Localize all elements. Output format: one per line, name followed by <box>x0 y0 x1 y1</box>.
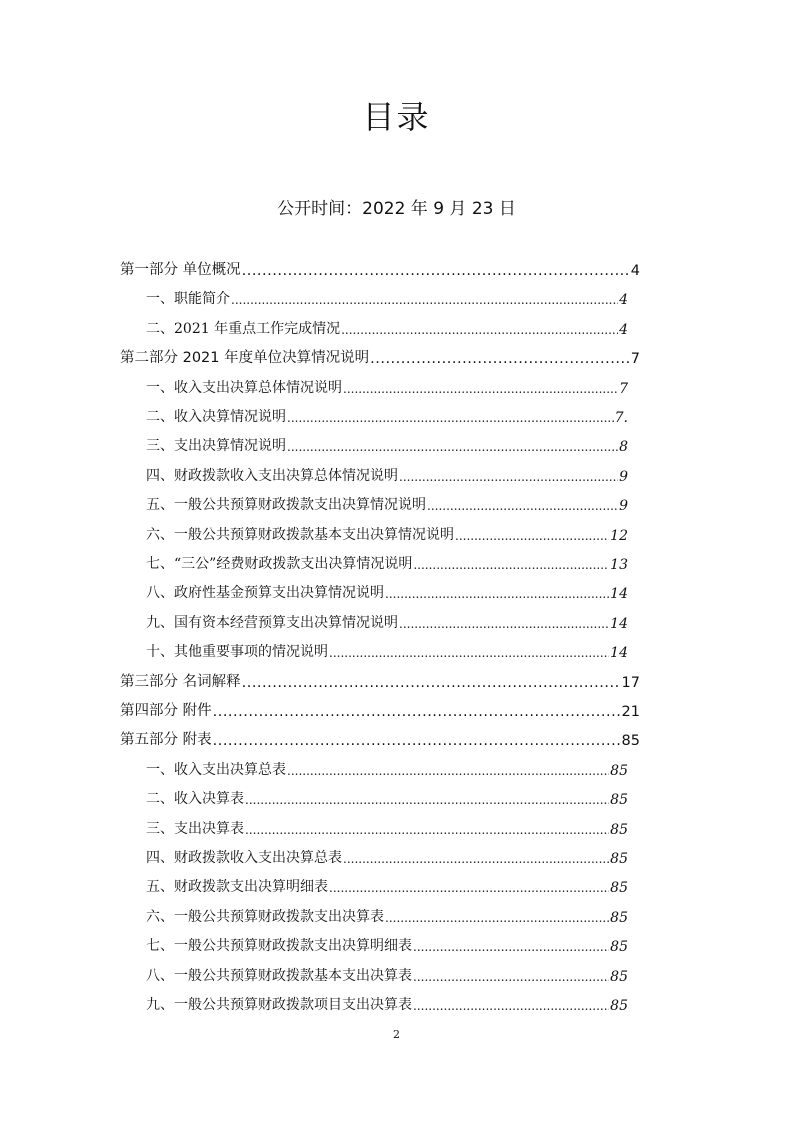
toc-dot-leader <box>385 586 609 605</box>
toc-entry-label: 九、一般公共预算财政拨款项目支出决算表 <box>146 997 412 1013</box>
toc-dot-leader <box>413 969 609 988</box>
toc-dot-leader <box>329 880 609 899</box>
toc-entry-label: 四、财政拨款收入支出决算总表 <box>146 850 342 866</box>
toc-dot-leader <box>329 645 609 664</box>
toc-entry-label: 八、政府性基金预算支出决算情况说明 <box>146 585 384 602</box>
toc-entry-label: 一、收入支出决算总体情况说明 <box>146 379 342 396</box>
toc-entry-label: 二、收入决算表 <box>146 791 244 808</box>
toc-subsection-row[interactable] <box>146 929 628 958</box>
toc-page-number: 4 <box>619 292 628 309</box>
toc-dot-leader <box>413 557 609 576</box>
toc-entry-label: 一、职能简介 <box>146 291 230 308</box>
toc-dot-leader <box>413 939 609 958</box>
toc-dot-leader <box>427 498 618 517</box>
toc-entry-label: 六、一般公共预算财政拨款基本支出决算情况说明 <box>146 526 454 543</box>
toc-subsection-row[interactable] <box>146 988 628 1017</box>
toc-page-number: 21 <box>621 704 640 720</box>
toc-subsection-row[interactable] <box>146 547 628 576</box>
toc-page-number: 17 <box>621 674 640 691</box>
publish-date: 公开时间：2022 年 9 月 23 日 <box>277 199 516 219</box>
toc-dot-leader <box>245 822 609 841</box>
toc-page-number: 85 <box>621 733 640 750</box>
toc-entry-label: 第三部分 名词解释 <box>120 673 241 690</box>
toc-page-number: 85 <box>610 880 628 897</box>
toc-entry-label: 七、“三公”经费财政拨款支出决算情况说明 <box>146 556 413 572</box>
toc-subsection-row[interactable] <box>146 576 628 605</box>
toc-dot-leader <box>287 439 618 458</box>
document-title: 目录 <box>362 98 431 136</box>
footer-page-number: 2 <box>393 1028 400 1041</box>
toc-page-number: 7 <box>619 380 628 397</box>
toc-dot-leader <box>287 763 609 782</box>
toc-page-number: 8 <box>619 439 628 456</box>
toc-entry-label: 五、一般公共预算财政拨款支出决算情况说明 <box>146 497 426 514</box>
toc-page-number: 85 <box>610 851 628 867</box>
toc-subsection-row[interactable] <box>146 782 628 811</box>
toc-dot-leader <box>385 910 609 929</box>
toc-dot-leader <box>213 733 621 752</box>
toc-page-number: 85 <box>610 762 628 779</box>
toc-subsection-row[interactable] <box>146 959 628 988</box>
toc-page-number: 9 <box>619 468 628 485</box>
toc-subsection-row[interactable] <box>146 841 628 870</box>
toc-subsection-row[interactable] <box>146 400 628 429</box>
toc-page-number: 14 <box>610 645 628 662</box>
toc-section-row[interactable] <box>120 253 640 282</box>
toc-dot-leader <box>399 616 609 635</box>
toc-entry-label: 二、收入决算情况说明 <box>146 409 286 425</box>
toc-page-number: 9 <box>619 498 628 515</box>
toc-subsection-row[interactable] <box>146 312 628 341</box>
toc-page-number: 14 <box>610 586 628 603</box>
toc-section-row[interactable] <box>120 341 640 370</box>
toc-dot-leader <box>242 675 621 694</box>
toc-page-number: 85 <box>610 821 628 838</box>
toc-entry-label: 第四部分 附件 <box>120 703 212 719</box>
toc-subsection-row[interactable] <box>146 606 628 635</box>
toc-dot-leader <box>231 292 618 311</box>
toc-page-number: 85 <box>610 998 628 1014</box>
toc-dot-leader <box>242 263 630 282</box>
toc-entry-label: 七、一般公共预算财政拨款支出决算明细表 <box>146 938 412 955</box>
toc-dot-leader <box>287 410 614 429</box>
toc-section-row[interactable] <box>120 694 640 723</box>
toc-page-number: 85 <box>610 939 628 956</box>
toc-entry-label: 八、一般公共预算财政拨款基本支出决算表 <box>146 967 412 984</box>
toc-entry-label: 第一部分 单位概况 <box>120 262 241 278</box>
toc-entry-label: 四、财政拨款收入支出决算总体情况说明 <box>146 467 398 484</box>
toc-dot-leader <box>343 381 618 400</box>
toc-page-number: 7 <box>630 351 640 368</box>
toc-entry-label: 第五部分 附表 <box>120 732 212 749</box>
toc-entry-label: 一、收入支出决算总表 <box>146 761 286 778</box>
toc-page-number: 12 <box>610 527 628 544</box>
toc-page-number: 7. <box>614 410 628 426</box>
toc-entry-label: 第二部分 2021 年度单位决算情况说明 <box>120 350 370 367</box>
toc-page-number: 4 <box>630 263 640 279</box>
toc-dot-leader <box>455 528 609 547</box>
toc-subsection-row[interactable] <box>146 518 628 547</box>
toc-entry-label: 二、2021 年重点工作完成情况 <box>146 320 341 337</box>
toc-section-row[interactable] <box>120 723 640 752</box>
toc-page-number: 4 <box>619 321 628 338</box>
toc-page-number: 85 <box>610 968 628 985</box>
toc-entry-label: 十、其他重要事项的情况说明 <box>146 644 328 661</box>
toc-subsection-row[interactable] <box>146 870 628 899</box>
toc-subsection-row[interactable] <box>146 635 628 664</box>
toc-dot-leader <box>341 322 618 341</box>
toc-entry-label: 六、一般公共预算财政拨款支出决算表 <box>146 908 384 925</box>
toc-entry-label: 九、国有资本经营预算支出决算情况说明 <box>146 614 398 631</box>
toc-subsection-row[interactable] <box>146 371 628 400</box>
toc-subsection-row[interactable] <box>146 900 628 929</box>
toc-dot-leader <box>343 851 609 870</box>
toc-entry-label: 五、财政拨款支出决算明细表 <box>146 879 328 896</box>
toc-dot-leader <box>245 792 609 811</box>
toc-dot-leader <box>413 998 609 1017</box>
toc-page-number: 85 <box>610 792 628 809</box>
toc-page-number: 85 <box>610 909 628 926</box>
toc-subsection-row[interactable] <box>146 488 628 517</box>
toc-subsection-row[interactable] <box>146 282 628 311</box>
toc-page-number: 13 <box>610 557 628 573</box>
toc-section-row[interactable] <box>120 665 640 694</box>
toc-dot-leader <box>370 351 630 370</box>
toc-subsection-row[interactable] <box>146 459 628 488</box>
toc-subsection-row[interactable] <box>146 812 628 841</box>
toc-dot-leader <box>213 704 621 723</box>
toc-entry-label: 三、支出决算情况说明 <box>146 438 286 455</box>
toc-page-number: 14 <box>610 615 628 632</box>
toc-subsection-row[interactable] <box>146 753 628 782</box>
toc-entry-label: 三、支出决算表 <box>146 820 244 837</box>
toc-dot-leader <box>399 469 618 488</box>
toc-subsection-row[interactable] <box>146 429 628 458</box>
